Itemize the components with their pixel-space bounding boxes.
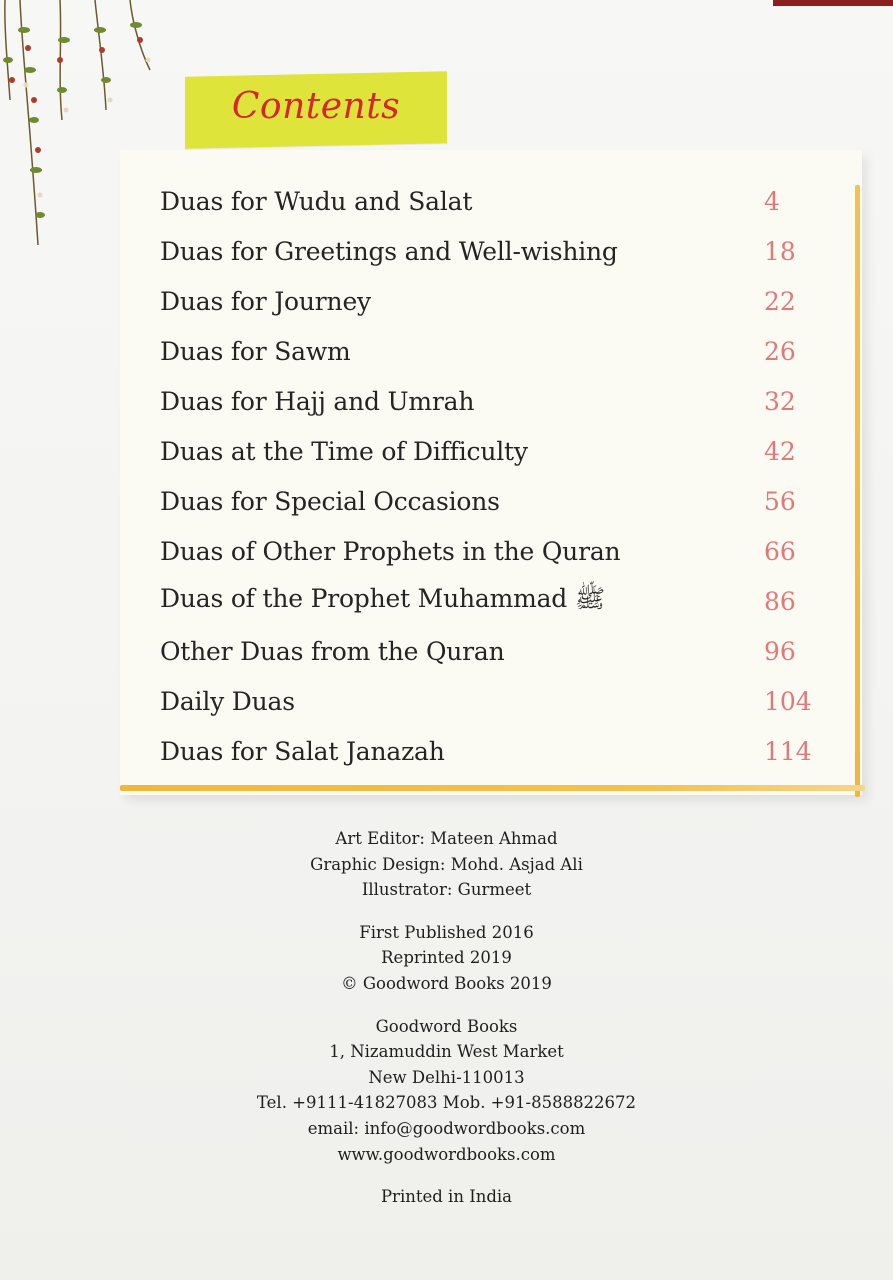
graphic-design-credit: Graphic Design: Mohd. Asjad Ali bbox=[310, 854, 583, 874]
contents-heading: Contents bbox=[231, 86, 401, 127]
toc-entry-page: 114 bbox=[764, 736, 812, 766]
card-right-rule bbox=[855, 185, 860, 797]
printed-in: Printed in India bbox=[380, 1187, 513, 1207]
toc-entry-title: Duas of Other Prophets in the Quran bbox=[160, 536, 621, 566]
toc-entry-title: Duas for Special Occasions bbox=[160, 486, 500, 516]
toc-entry bbox=[160, 376, 810, 426]
toc-entry-page: 86 bbox=[764, 586, 796, 616]
toc-entry-page: 26 bbox=[764, 336, 796, 366]
address-line: 1, Nizamuddin West Market bbox=[329, 1042, 564, 1062]
illustrator-credit: Illustrator: Gurmeet bbox=[361, 880, 532, 900]
toc-entry-page: 32 bbox=[764, 386, 796, 416]
toc-entry-page: 104 bbox=[764, 686, 812, 716]
toc-entry bbox=[160, 326, 810, 376]
toc-entry bbox=[160, 476, 810, 526]
toc-entry bbox=[160, 576, 810, 626]
toc-entry-page: 66 bbox=[764, 536, 796, 566]
toc-entry bbox=[160, 726, 810, 776]
art-editor-credit: Art Editor: Mateen Ahmad bbox=[335, 829, 558, 848]
card-bottom-rule bbox=[120, 785, 865, 791]
reprinted: Reprinted 2019 bbox=[381, 948, 512, 968]
toc-entry-title: Daily Duas bbox=[160, 686, 295, 716]
toc-entry-title: Duas for Hajj and Umrah bbox=[160, 386, 475, 416]
toc-entry bbox=[160, 676, 810, 726]
toc-entry bbox=[160, 226, 810, 276]
toc-entry bbox=[160, 626, 810, 676]
imprint-credits bbox=[0, 826, 893, 1210]
toc-entry-page: 18 bbox=[764, 236, 796, 266]
copyright-notice: © Goodword Books 2019 bbox=[341, 973, 552, 993]
toc-entry-page: 96 bbox=[764, 636, 796, 666]
publisher-address bbox=[0, 1014, 893, 1168]
toc-entry bbox=[160, 176, 810, 226]
toc-entry-title: Duas at the Time of Difficulty bbox=[160, 436, 528, 466]
toc-entry-title: Other Duas from the Quran bbox=[160, 636, 505, 666]
toc-entry-title: Duas for Salat Janazah bbox=[160, 736, 445, 766]
toc-entry bbox=[160, 426, 810, 476]
phone-line: Tel. +9111-41827083 Mob. +91-8588822672 bbox=[256, 1093, 637, 1113]
toc-entry-page: 56 bbox=[764, 486, 796, 516]
staff-credits bbox=[0, 826, 893, 903]
toc-entry bbox=[160, 276, 810, 326]
toc-entry-page: 42 bbox=[764, 436, 796, 466]
toc-entry bbox=[160, 526, 810, 576]
city-line: New Delhi-110013 bbox=[368, 1067, 525, 1087]
toc-entry-title: Duas for Greetings and Well-wishing bbox=[160, 236, 618, 266]
first-published: First Published 2016 bbox=[359, 922, 534, 942]
publisher-name: Goodword Books bbox=[375, 1016, 518, 1036]
toc-entry-page: 4 bbox=[764, 186, 780, 216]
publication-history bbox=[0, 920, 893, 997]
toc-entry-title: Duas for Wudu and Salat bbox=[160, 186, 473, 216]
printing-info bbox=[0, 1184, 893, 1210]
toc-entry-title: Duas of the Prophet Muhammad ﷺ bbox=[160, 583, 606, 613]
corner-accent bbox=[773, 0, 893, 6]
toc-entry-title: Duas for Sawm bbox=[160, 336, 351, 366]
toc-entry-title: Duas for Journey bbox=[160, 286, 371, 316]
email-line: email: info@goodwordbooks.com bbox=[307, 1118, 586, 1138]
website-line: www.goodwordbooks.com bbox=[337, 1144, 556, 1164]
toc-entry-page: 22 bbox=[764, 286, 796, 316]
table-of-contents bbox=[160, 176, 810, 776]
